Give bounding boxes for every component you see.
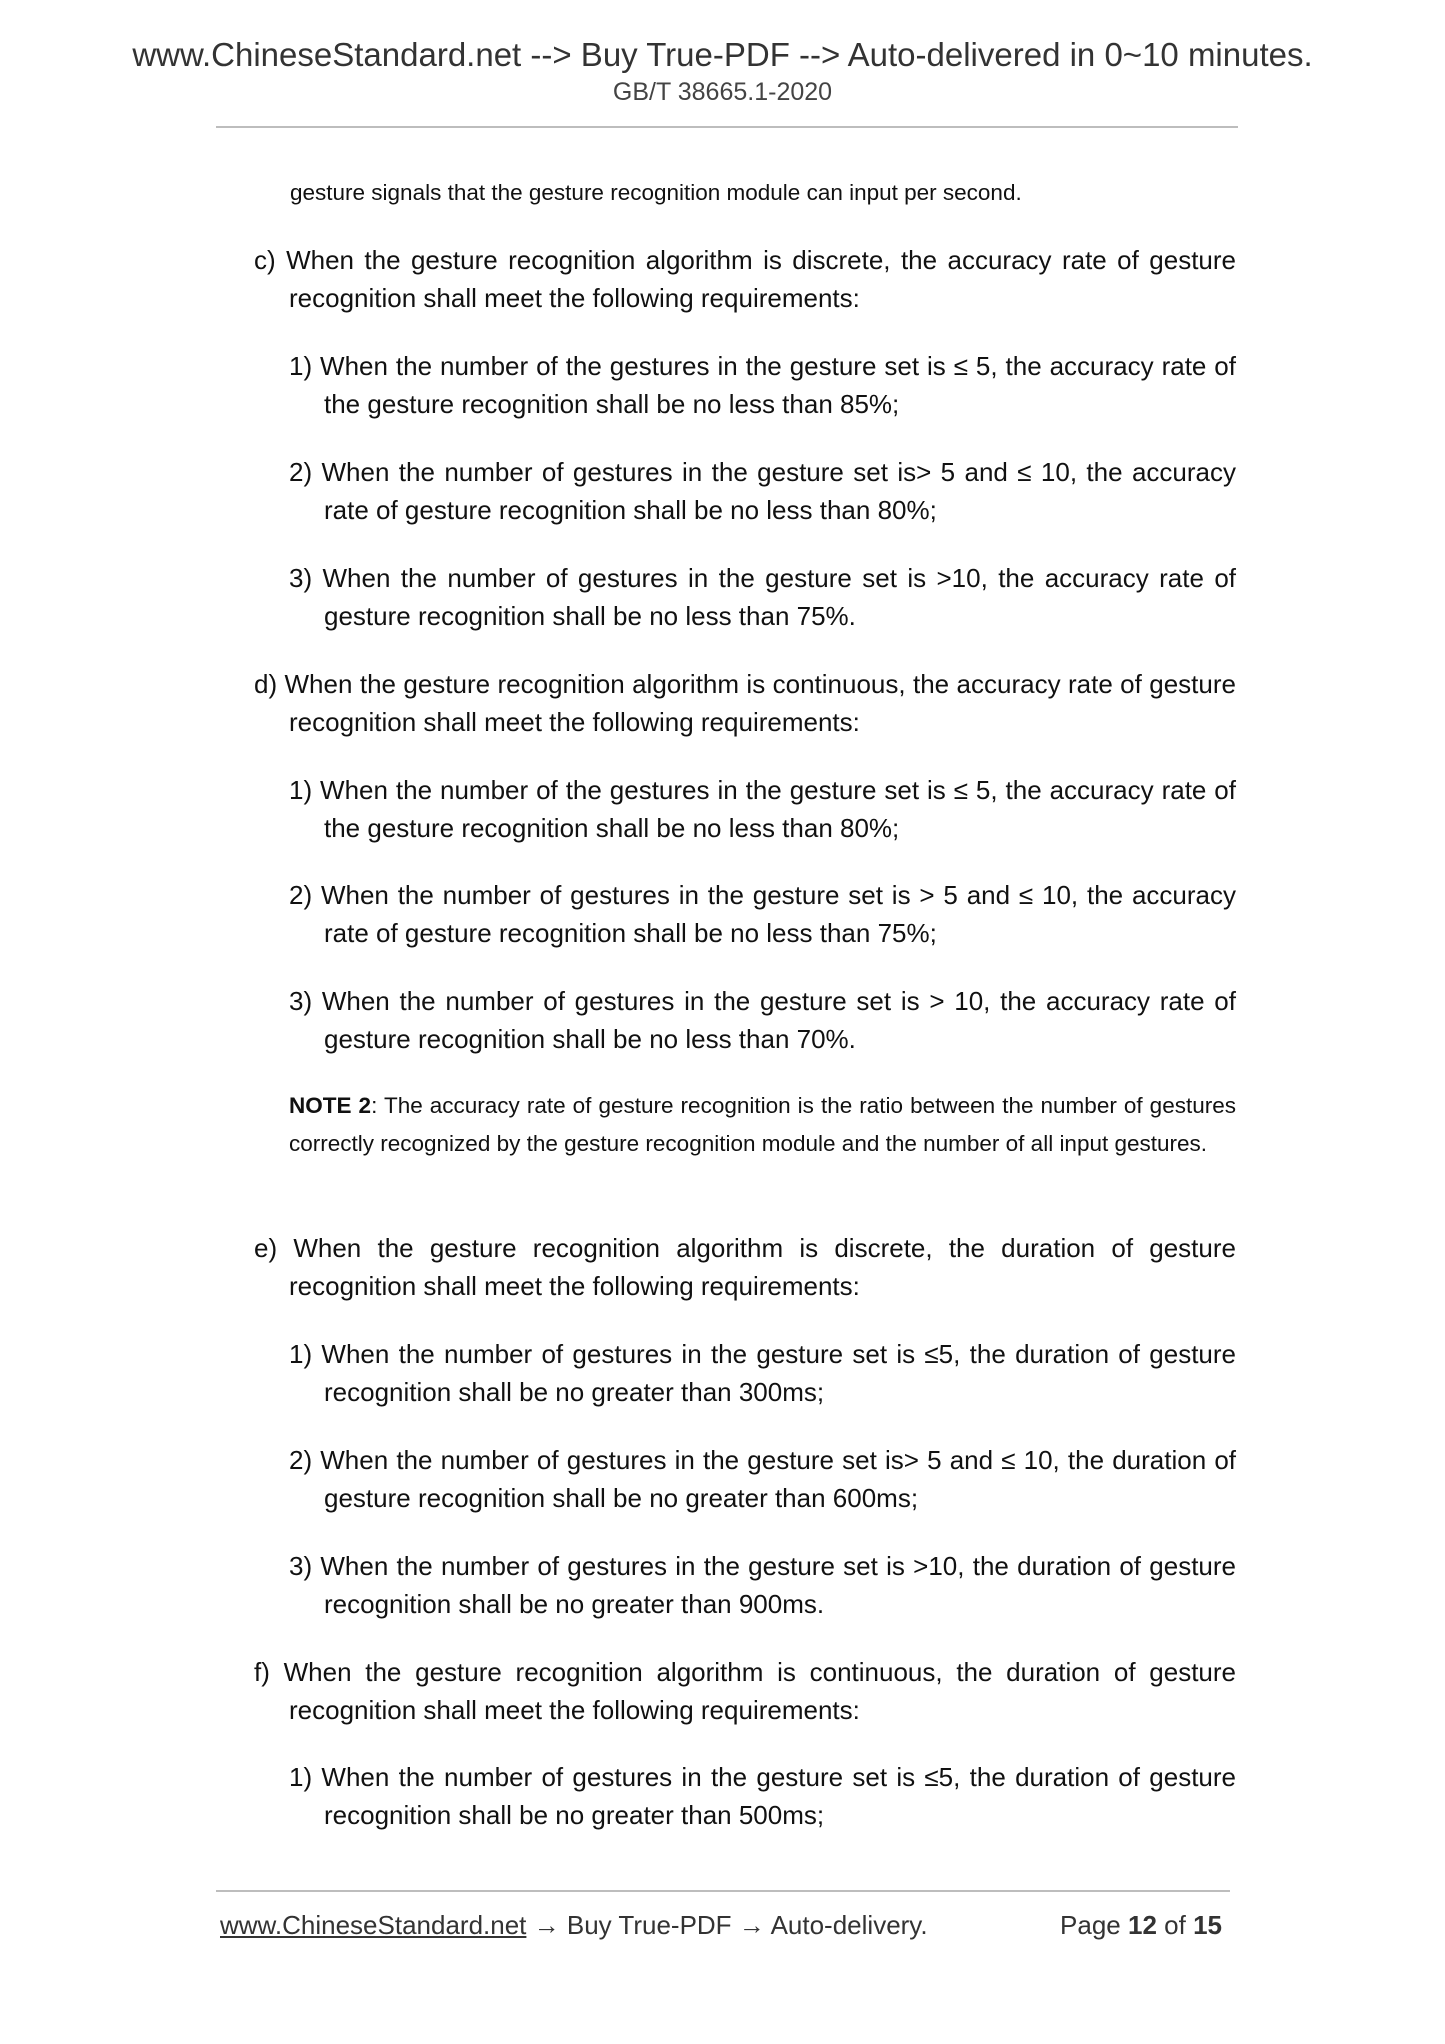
document-id: GB/T 38665.1-2020 xyxy=(612,78,833,106)
footer-promo-text: → Buy True-PDF → Auto-delivery. xyxy=(526,1910,928,1940)
note-label: NOTE 2 xyxy=(289,1093,372,1118)
clause-c: c) When the gesture recognition algorithm is discrete, the accuracy rate of gesture recognition shall meet the following requirements: xyxy=(254,245,1236,313)
footer-link[interactable]: www.ChineseStandard.net xyxy=(220,1910,527,1940)
clause-f: f) When the gesture recognition algorithm is continuous, the duration of gesture recognition shall meet the following requirements: xyxy=(254,1657,1236,1725)
clause-d-3: 3) When the number of gestures in the gesture set is > 10, the accuracy rate of gesture recognition shall be no less than 70%. xyxy=(289,986,1236,1054)
paragraph-continuation: gesture signals that the gesture recognition module can input per second. xyxy=(290,180,1022,205)
clause-e-3: 3) When the number of gestures in the gesture set is >10, the duration of gesture recognition shall be no greater than 900ms. xyxy=(289,1551,1236,1619)
header-divider xyxy=(216,126,1238,128)
page-label: Page xyxy=(1060,1910,1121,1940)
clause-d: d) When the gesture recognition algorithm is continuous, the accuracy rate of gesture recognition shall meet the following requirements: xyxy=(254,669,1236,737)
clause-d-1: 1) When the number of the gestures in the gesture set is ≤ 5, the accuracy rate of the gesture recognition shall be no less than 80%; xyxy=(289,775,1236,843)
of-label: of xyxy=(1164,1910,1186,1940)
clause-c-1: 1) When the number of the gestures in the gesture set is ≤ 5, the accuracy rate of the gesture recognition shall be no less than 85%; xyxy=(289,351,1236,419)
page-current: 12 xyxy=(1128,1910,1157,1940)
note-2 xyxy=(289,1087,1236,1163)
note-text: : The accuracy rate of gesture recognition is the ratio between the number of gestures correctly recognized by the gesture recognition module and the number of all input gestures. xyxy=(289,1093,1236,1156)
clause-e-1: 1) When the number of gestures in the gesture set is ≤5, the duration of gesture recognition shall be no greater than 300ms; xyxy=(289,1339,1236,1407)
clause-c-2: 2) When the number of gestures in the gesture set is> 5 and ≤ 10, the accuracy rate of gesture recognition shall be no less than 80%; xyxy=(289,457,1236,525)
footer-divider xyxy=(216,1890,1230,1892)
footer-promo xyxy=(220,1910,928,1941)
clause-f-1: 1) When the number of gestures in the gesture set is ≤5, the duration of gesture recognition shall be no greater than 500ms; xyxy=(289,1762,1236,1830)
page-total: 15 xyxy=(1193,1910,1222,1940)
header-banner: www.ChineseStandard.net --> Buy True-PDF --> Auto-delivered in 0~10 minutes. xyxy=(132,36,1313,73)
page-number xyxy=(1060,1910,1222,1941)
clause-e-2: 2) When the number of gestures in the gesture set is> 5 and ≤ 10, the duration of gesture recognition shall be no greater than 600ms; xyxy=(289,1445,1236,1513)
clause-e: e) When the gesture recognition algorithm is discrete, the duration of gesture recognition shall meet the following requirements: xyxy=(254,1233,1236,1301)
clause-d-2: 2) When the number of gestures in the gesture set is > 5 and ≤ 10, the accuracy rate of gesture recognition shall be no less than 75%; xyxy=(289,880,1236,948)
clause-c-3: 3) When the number of gestures in the gesture set is >10, the accuracy rate of gesture recognition shall be no less than 75%. xyxy=(289,563,1236,631)
